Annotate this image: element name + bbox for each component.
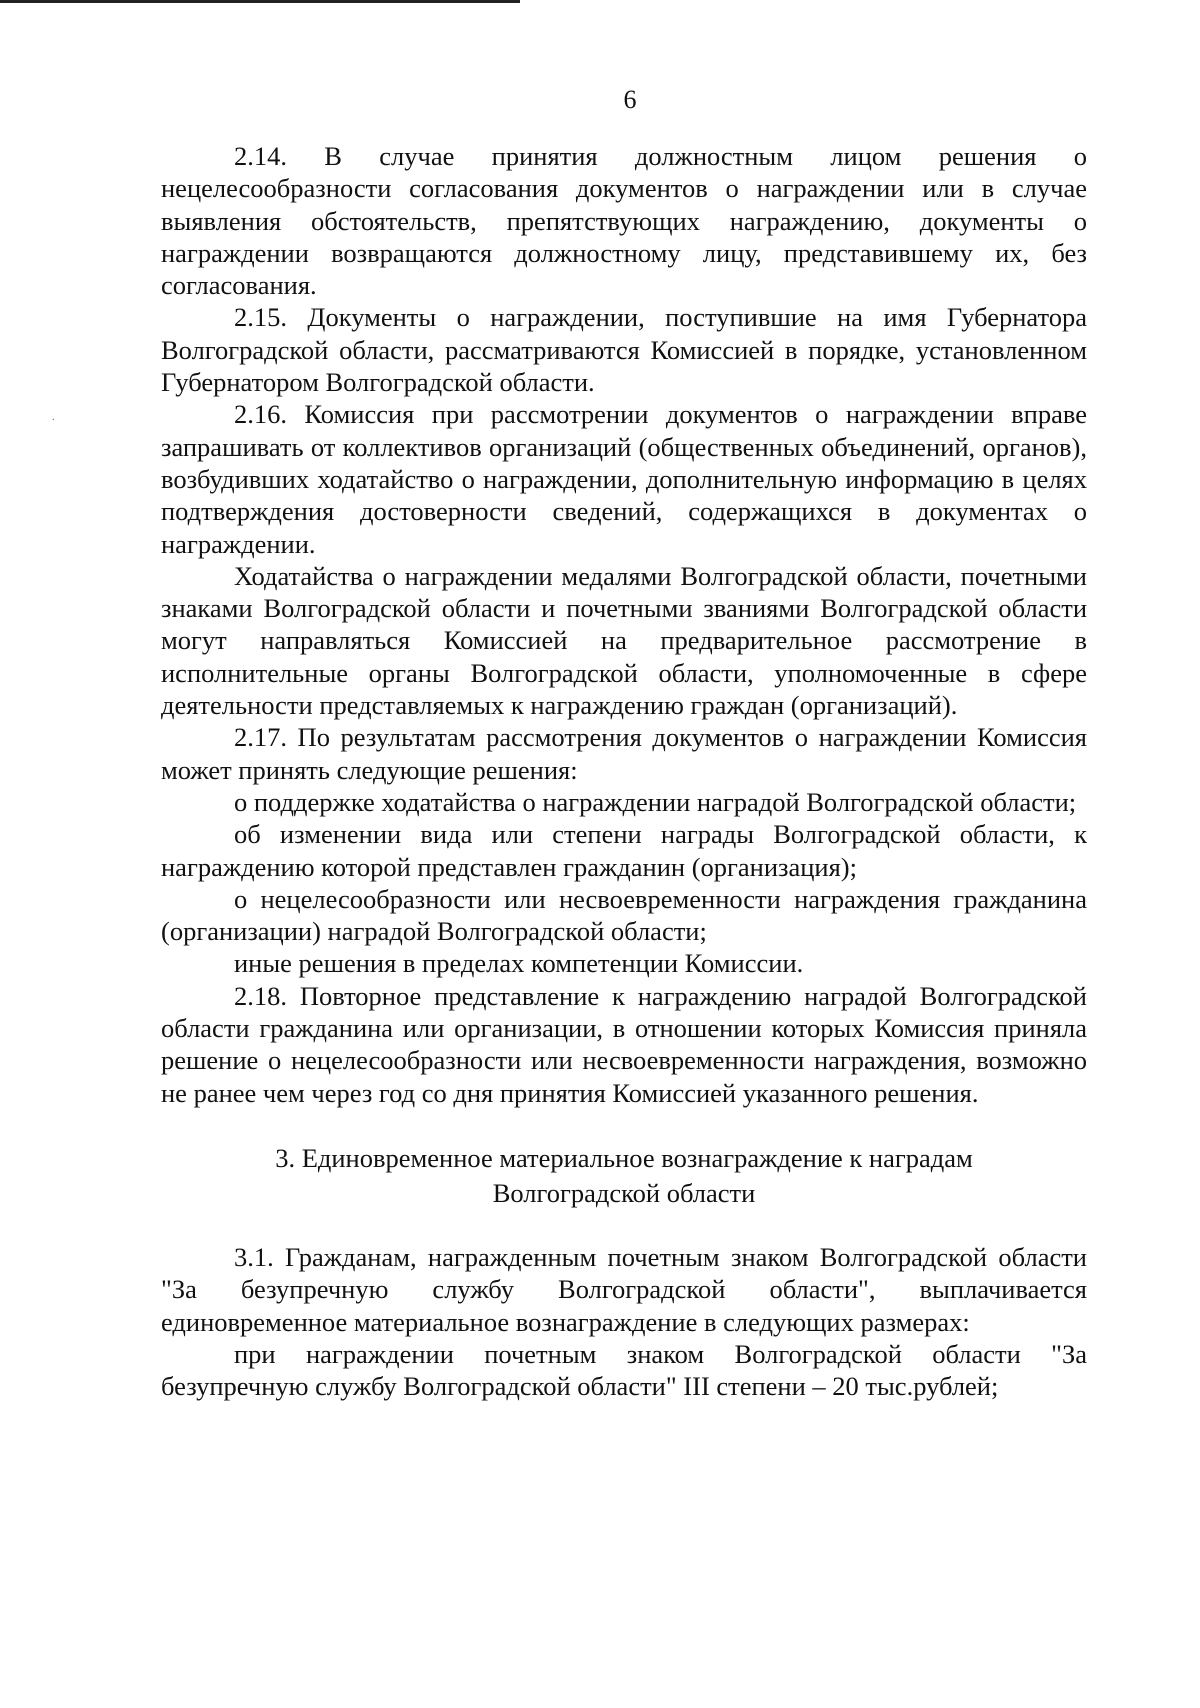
page-number: 6 (623, 85, 637, 114)
document-body (161, 140, 1087, 1402)
paragraph-2-15: 2.15. Документы о награждении, поступившие на имя Губернатора Волгоградской области, рассматриваются Комиссией в порядке, установленном Губернатором Волгоградской области. (161, 302, 1087, 398)
paragraph-3-1-degree-iii: при награждении почетным знаком Волгоградской области "За безупречную службу Волгоградской области" III степени – 20 тыс.рублей; (161, 1338, 1087, 1402)
list-item-change-award: об изменении вида или степени награды Волгоградской области, к награждению которой представлен гражданин (организация); (161, 819, 1087, 882)
section-3-heading (161, 1141, 1087, 1211)
list-item-support-petition: о поддержке ходатайства о награждении наградой Волгоградской области; (234, 786, 1077, 817)
section-3-heading-line-1: 3. Единовременное материальное вознаграждение к наградам (275, 1142, 973, 1173)
section-3-heading-line-2: Волгоградской области (492, 1177, 756, 1208)
list-item-inexpediency: о нецелесообразности или несвоевременности награждения гражданина (организации) наградой Волгоградской области; (161, 883, 1087, 947)
paragraph-2-16-petitions: Ходатайства о награждении медалями Волгоградской области, почетными знаками Волгоградской области и почетными званиями Волгоградской области могут направляться Комиссией на предварительное рассмотрение в исполнительные органы Волгоградской области, уполномоченные в сфере деятельности представляемых к награждению граждан (организаций). (161, 560, 1087, 721)
paragraph-2-18: 2.18. Повторное представление к награждению наградой Волгоградской области гражданина или организации, в отношении которых Комиссия приняла решение о нецелесообразности или несвоевременности награждения, возможно не ранее чем через год со дня принятия Комиссией указанного решения. (161, 980, 1087, 1108)
scan-artifact-mark: . (52, 412, 55, 423)
scan-edge-line (0, 0, 520, 3)
paragraph-3-1: 3.1. Гражданам, награжденным почетным знаком Волгоградской области "За безупречную службу Волгоградской области", выплачивается единовременное материальное вознаграждение в следующих размерах: (161, 1241, 1087, 1337)
paragraph-2-14: 2.14. В случае принятия должностным лицом решения о нецелесообразности согласования документов о награждении или в случае выявления обстоятельств, препятствующих награждению, документы о награждении возвращаются должностному лицу, представившему их, без согласования. (161, 141, 1087, 301)
list-item-other-decisions: иные решения в пределах компетенции Комиссии. (234, 948, 804, 979)
paragraph-2-17: 2.17. По результатам рассмотрения документов о награждении Комиссия может принять следующие решения: (161, 722, 1087, 785)
paragraph-2-16: 2.16. Комиссия при рассмотрении документов о награждении вправе запрашивать от коллективов организаций (общественных объединений, органов), возбудивших ходатайство о награждении, дополнительную информацию в целях подтверждения достоверности сведений, содержащихся в документах о награждении. (161, 399, 1087, 559)
